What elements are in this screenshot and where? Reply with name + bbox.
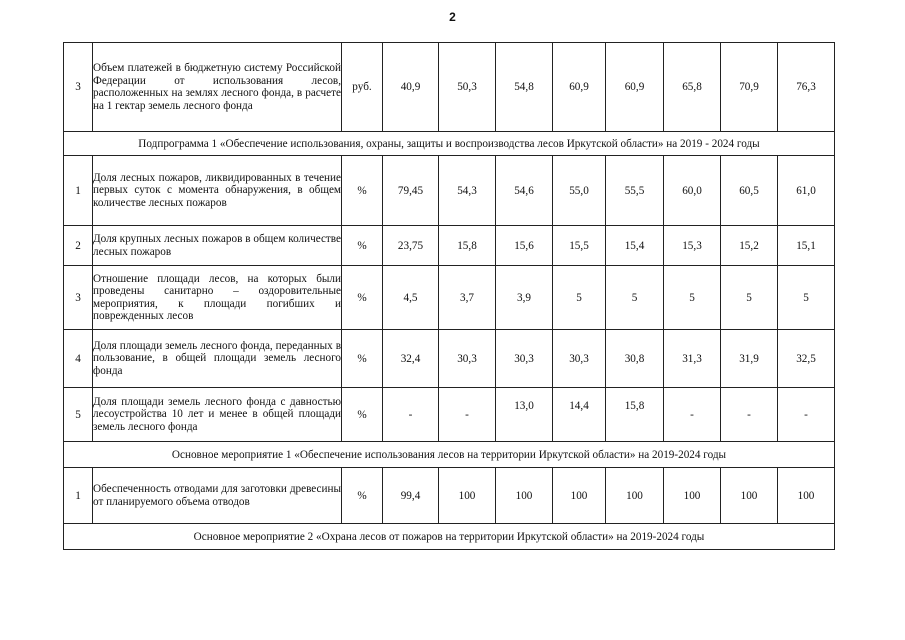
value-cell: 60,9 — [606, 43, 664, 132]
section-row — [64, 524, 835, 550]
row-number: 5 — [64, 388, 93, 442]
unit-cell: % — [342, 226, 383, 266]
table-row — [64, 226, 835, 266]
value-cell: 54,8 — [496, 43, 553, 132]
indicator-name: Доля крупных лесных пожаров в общем количестве лесных пожаров — [93, 226, 342, 266]
indicator-name: Объем платежей в бюджетную систему Российской Федерации от использования лесов, расположенных на землях лесного фонда, в расчете на 1 гектар земель лесного фонда — [93, 43, 342, 132]
unit-cell: % — [342, 468, 383, 524]
value-cell: 30,3 — [439, 330, 496, 388]
indicator-name: Обеспеченность отводами для заготовки древесины от планируемого объема отводов — [93, 468, 342, 524]
value-cell: 55,0 — [553, 156, 606, 226]
value-cell: - — [664, 388, 721, 442]
value-cell: 40,9 — [383, 43, 439, 132]
section-heading: Основное мероприятие 2 «Охрана лесов от пожаров на территории Иркутской области» на 2019-2024 годы — [64, 524, 835, 550]
value-cell: 100 — [778, 468, 835, 524]
value-cell: 30,8 — [606, 330, 664, 388]
section-heading: Основное мероприятие 1 «Обеспечение использования лесов на территории Иркутской области» на 2019-2024 годы — [64, 442, 835, 468]
table-row — [64, 43, 835, 132]
value-cell: 14,4 — [553, 388, 606, 442]
indicator-name: Доля площади земель лесного фонда, переданных в пользование, в общей площади земель лесного фонда — [93, 330, 342, 388]
value-cell: 23,75 — [383, 226, 439, 266]
value-cell: - — [778, 388, 835, 442]
value-cell: 100 — [553, 468, 606, 524]
value-cell: 4,5 — [383, 266, 439, 330]
value-cell: 15,1 — [778, 226, 835, 266]
section-heading: Подпрограмма 1 «Обеспечение использования, охраны, защиты и воспроизводства лесов Иркутской области» на 2019 - 2024 годы — [64, 132, 835, 156]
value-cell: 60,0 — [664, 156, 721, 226]
unit-cell: руб. — [342, 43, 383, 132]
value-cell: 99,4 — [383, 468, 439, 524]
value-cell: 15,8 — [606, 388, 664, 442]
value-cell: 15,2 — [721, 226, 778, 266]
unit-cell: % — [342, 330, 383, 388]
table-row — [64, 266, 835, 330]
indicator-name: Доля площади земель лесного фонда с давностью лесоустройства 10 лет и менее в общей площади земель лесного фонда — [93, 388, 342, 442]
row-number: 2 — [64, 226, 93, 266]
value-cell: 3,7 — [439, 266, 496, 330]
value-cell: 3,9 — [496, 266, 553, 330]
value-cell: 32,4 — [383, 330, 439, 388]
value-cell: 5 — [778, 266, 835, 330]
value-cell: 30,3 — [496, 330, 553, 388]
page-number: 2 — [449, 10, 456, 24]
row-number: 3 — [64, 43, 93, 132]
unit-cell: % — [342, 266, 383, 330]
row-number: 3 — [64, 266, 93, 330]
table-row — [64, 156, 835, 226]
value-cell: 31,9 — [721, 330, 778, 388]
value-cell: 60,9 — [553, 43, 606, 132]
unit-cell: % — [342, 156, 383, 226]
value-cell: 5 — [664, 266, 721, 330]
value-cell: 15,3 — [664, 226, 721, 266]
value-cell: 100 — [439, 468, 496, 524]
value-cell: 55,5 — [606, 156, 664, 226]
value-cell: 15,8 — [439, 226, 496, 266]
section-row — [64, 132, 835, 156]
value-cell: 100 — [664, 468, 721, 524]
value-cell: 5 — [606, 266, 664, 330]
value-cell: 100 — [606, 468, 664, 524]
value-cell: - — [721, 388, 778, 442]
row-number: 1 — [64, 156, 93, 226]
value-cell: 13,0 — [496, 388, 553, 442]
value-cell: 5 — [553, 266, 606, 330]
value-cell: 15,6 — [496, 226, 553, 266]
indicator-name: Отношение площади лесов, на которых были проведены санитарно – оздоровительные мероприятия, к площади погибших и поврежденных лесов — [93, 266, 342, 330]
section-row — [64, 442, 835, 468]
value-cell: 54,3 — [439, 156, 496, 226]
value-cell: - — [383, 388, 439, 442]
value-cell: 61,0 — [778, 156, 835, 226]
indicator-name: Доля лесных пожаров, ликвидированных в течение первых суток с момента обнаружения, в общем количестве лесных пожаров — [93, 156, 342, 226]
value-cell: 60,5 — [721, 156, 778, 226]
value-cell: 100 — [721, 468, 778, 524]
table-row — [64, 330, 835, 388]
table-row — [64, 388, 835, 442]
value-cell: 50,3 — [439, 43, 496, 132]
unit-cell: % — [342, 388, 383, 442]
indicators-table — [63, 42, 835, 550]
value-cell: 15,4 — [606, 226, 664, 266]
table-row — [64, 468, 835, 524]
value-cell: 5 — [721, 266, 778, 330]
value-cell: 54,6 — [496, 156, 553, 226]
value-cell: 100 — [496, 468, 553, 524]
value-cell: 76,3 — [778, 43, 835, 132]
value-cell: 70,9 — [721, 43, 778, 132]
value-cell: 31,3 — [664, 330, 721, 388]
row-number: 4 — [64, 330, 93, 388]
value-cell: - — [439, 388, 496, 442]
value-cell: 15,5 — [553, 226, 606, 266]
row-number: 1 — [64, 468, 93, 524]
value-cell: 79,45 — [383, 156, 439, 226]
value-cell: 32,5 — [778, 330, 835, 388]
value-cell: 30,3 — [553, 330, 606, 388]
value-cell: 65,8 — [664, 43, 721, 132]
